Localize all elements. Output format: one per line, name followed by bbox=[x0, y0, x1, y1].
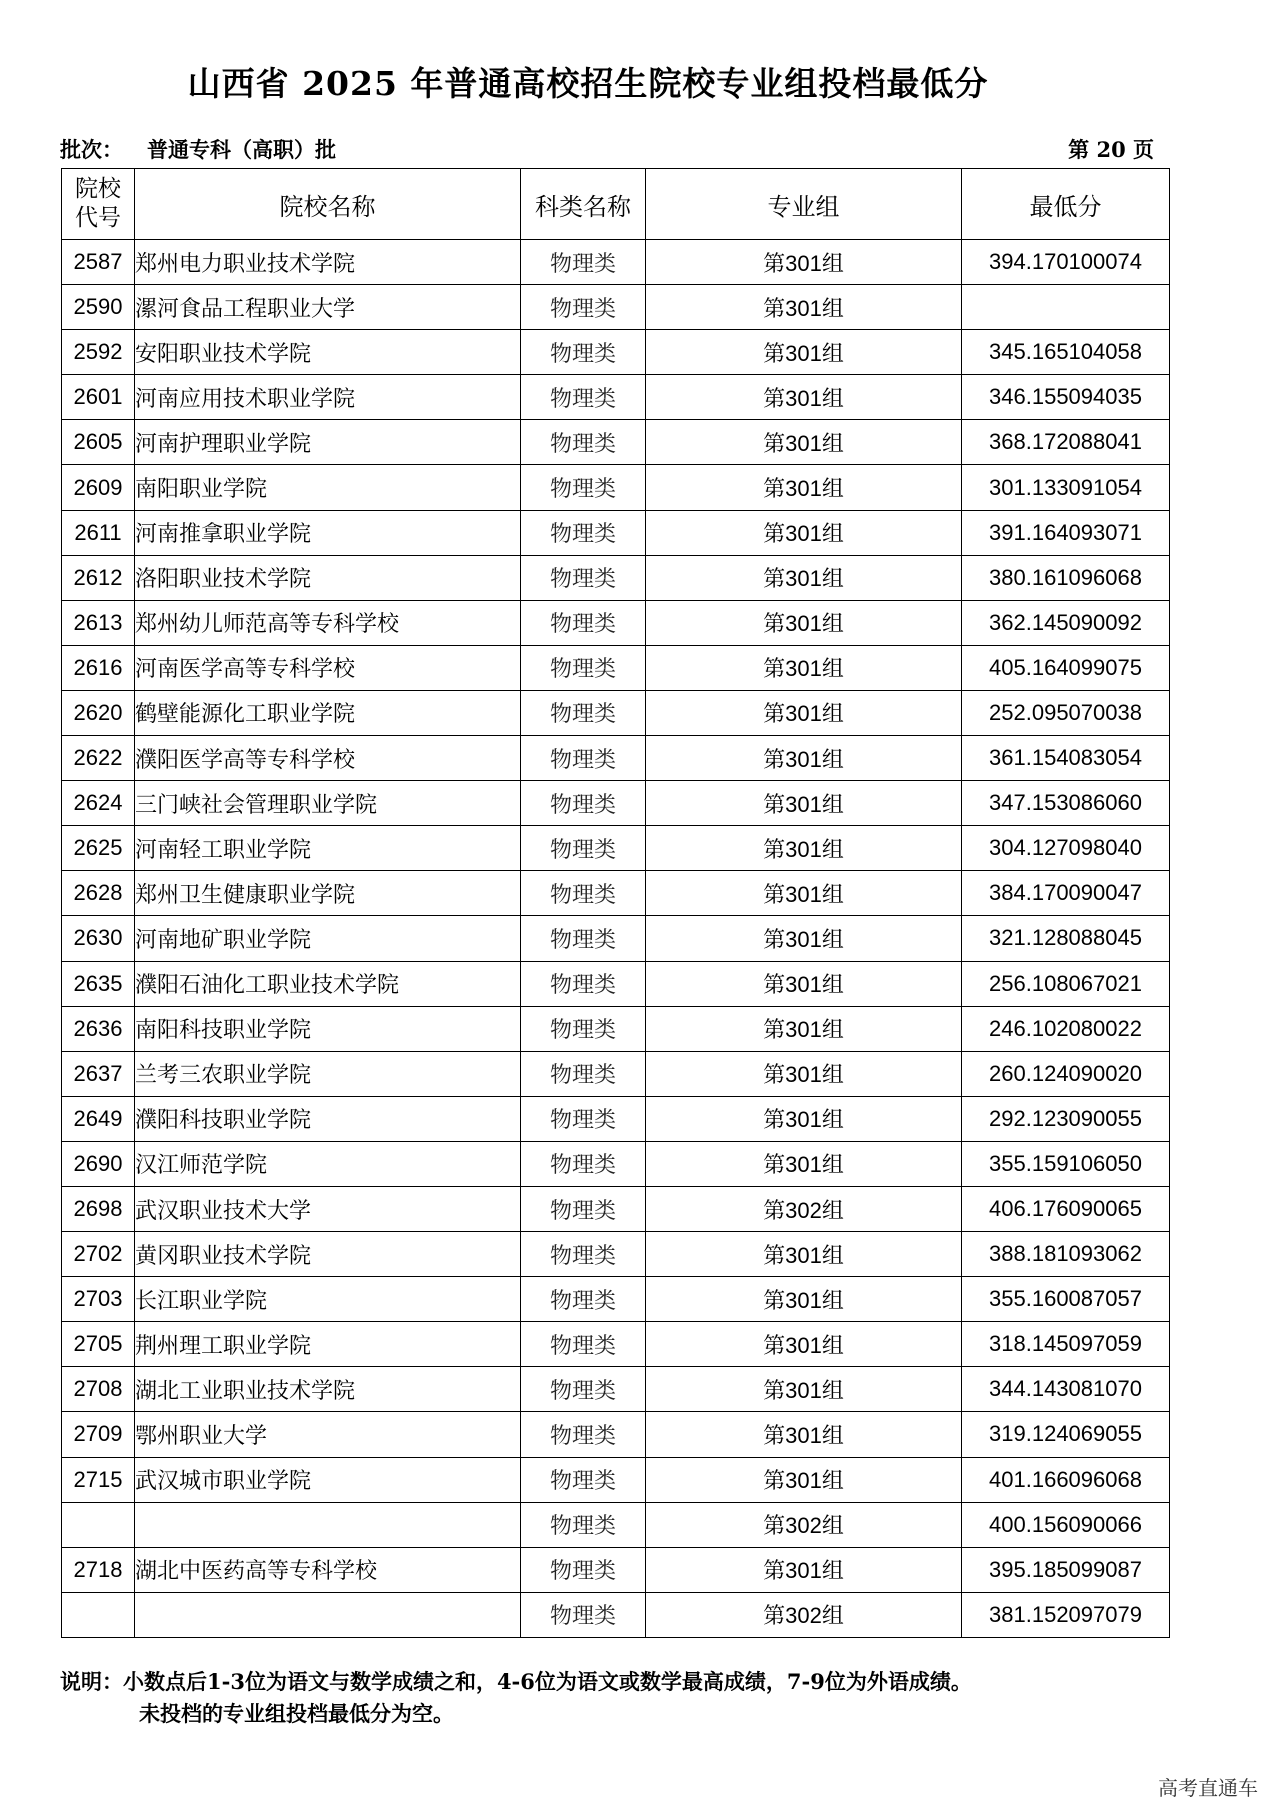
cell-school-name: 濮阳科技职业学院 bbox=[135, 1096, 521, 1141]
cell-school-name: 河南应用技术职业学院 bbox=[135, 375, 521, 420]
cell-school-name: 安阳职业技术学院 bbox=[135, 330, 521, 375]
cell-category: 物理类 bbox=[521, 781, 646, 826]
cell-min-score: 400.156090066 bbox=[962, 1502, 1170, 1547]
cell-code: 2703 bbox=[62, 1277, 135, 1322]
cell-group: 第301组 bbox=[646, 871, 962, 916]
cell-school-name: 南阳科技职业学院 bbox=[135, 1006, 521, 1051]
table-row bbox=[62, 330, 1170, 375]
cell-category: 物理类 bbox=[521, 1502, 646, 1547]
cell-group: 第301组 bbox=[646, 1141, 962, 1186]
table-row bbox=[62, 1322, 1170, 1367]
cell-min-score: 345.165104058 bbox=[962, 330, 1170, 375]
cell-group: 第302组 bbox=[646, 1502, 962, 1547]
cell-school-name: 湖北中医药高等专科学校 bbox=[135, 1547, 521, 1592]
header-code-line1: 院校 bbox=[75, 176, 121, 202]
cell-group: 第301组 bbox=[646, 1051, 962, 1096]
cell-min-score: 355.159106050 bbox=[962, 1141, 1170, 1186]
table-row bbox=[62, 1051, 1170, 1096]
batch-info bbox=[60, 134, 336, 164]
cell-code: 2630 bbox=[62, 916, 135, 961]
table-row bbox=[62, 916, 1170, 961]
table-row bbox=[62, 465, 1170, 510]
cell-min-score: 384.170090047 bbox=[962, 871, 1170, 916]
note-line-1: 说明：小数点后1-3位为语文与数学成绩之和，4-6位为语文或数学最高成绩，7-9位为外语成绩。 bbox=[60, 1669, 972, 1694]
cell-min-score: 318.145097059 bbox=[962, 1322, 1170, 1367]
cell-category: 物理类 bbox=[521, 1592, 646, 1637]
batch-header bbox=[60, 134, 1160, 168]
cell-code: 2613 bbox=[62, 600, 135, 645]
cell-group: 第302组 bbox=[646, 1186, 962, 1231]
cell-group: 第301组 bbox=[646, 781, 962, 826]
cell-code: 2622 bbox=[62, 736, 135, 781]
cell-school-name: 河南推拿职业学院 bbox=[135, 510, 521, 555]
header-code-line2: 代号 bbox=[75, 205, 121, 231]
cell-category: 物理类 bbox=[521, 736, 646, 781]
cell-min-score: 252.095070038 bbox=[962, 690, 1170, 735]
table-row bbox=[62, 781, 1170, 826]
cell-min-score: 347.153086060 bbox=[962, 781, 1170, 826]
cell-group: 第301组 bbox=[646, 1547, 962, 1592]
cell-group: 第301组 bbox=[646, 916, 962, 961]
cell-school-name: 漯河食品工程职业大学 bbox=[135, 285, 521, 330]
cell-school-name: 荆州理工职业学院 bbox=[135, 1322, 521, 1367]
cell-school-name: 郑州卫生健康职业学院 bbox=[135, 871, 521, 916]
cell-school-name: 郑州幼儿师范高等专科学校 bbox=[135, 600, 521, 645]
cell-group: 第301组 bbox=[646, 420, 962, 465]
cell-category: 物理类 bbox=[521, 1547, 646, 1592]
cell-min-score: 304.127098040 bbox=[962, 826, 1170, 871]
cell-category: 物理类 bbox=[521, 645, 646, 690]
cell-category: 物理类 bbox=[521, 285, 646, 330]
cell-group: 第301组 bbox=[646, 555, 962, 600]
cell-category: 物理类 bbox=[521, 690, 646, 735]
cell-code: 2705 bbox=[62, 1322, 135, 1367]
table-row bbox=[62, 240, 1170, 285]
table-row bbox=[62, 871, 1170, 916]
cell-min-score: 406.176090065 bbox=[962, 1186, 1170, 1231]
explanation-note bbox=[60, 1666, 972, 1730]
cell-school-name: 南阳职业学院 bbox=[135, 465, 521, 510]
cell-school-name: 长江职业学院 bbox=[135, 1277, 521, 1322]
header-group: 专业组 bbox=[646, 169, 962, 240]
cell-min-score: 301.133091054 bbox=[962, 465, 1170, 510]
cell-category: 物理类 bbox=[521, 330, 646, 375]
cell-min-score: 319.124069055 bbox=[962, 1412, 1170, 1457]
cell-category: 物理类 bbox=[521, 1457, 646, 1502]
note-line-2: 未投档的专业组投档最低分为空。 bbox=[139, 1701, 454, 1726]
cell-group: 第301组 bbox=[646, 1096, 962, 1141]
cell-min-score: 368.172088041 bbox=[962, 420, 1170, 465]
cell-min-score: 260.124090020 bbox=[962, 1051, 1170, 1096]
cell-code: 2612 bbox=[62, 555, 135, 600]
cell-school-name: 河南轻工职业学院 bbox=[135, 826, 521, 871]
cell-min-score: 388.181093062 bbox=[962, 1232, 1170, 1277]
header-score: 最低分 bbox=[962, 169, 1170, 240]
cell-category: 物理类 bbox=[521, 961, 646, 1006]
cell-min-score: 355.160087057 bbox=[962, 1277, 1170, 1322]
cell-category: 物理类 bbox=[521, 1186, 646, 1231]
cell-code: 2635 bbox=[62, 961, 135, 1006]
cell-school-name: 洛阳职业技术学院 bbox=[135, 555, 521, 600]
cell-min-score: 405.164099075 bbox=[962, 645, 1170, 690]
table-row bbox=[62, 826, 1170, 871]
cell-code: 2616 bbox=[62, 645, 135, 690]
page-number: 第 20 页 bbox=[1068, 137, 1154, 162]
cell-category: 物理类 bbox=[521, 1141, 646, 1186]
cell-category: 物理类 bbox=[521, 465, 646, 510]
table-body bbox=[62, 240, 1170, 1638]
cell-min-score: 256.108067021 bbox=[962, 961, 1170, 1006]
cell-category: 物理类 bbox=[521, 1096, 646, 1141]
cell-category: 物理类 bbox=[521, 240, 646, 285]
cell-min-score: 321.128088045 bbox=[962, 916, 1170, 961]
table-row bbox=[62, 420, 1170, 465]
cell-school-name: 湖北工业职业技术学院 bbox=[135, 1367, 521, 1412]
cell-group: 第301组 bbox=[646, 285, 962, 330]
header-category: 科类名称 bbox=[521, 169, 646, 240]
cell-code: 2702 bbox=[62, 1232, 135, 1277]
table-row bbox=[62, 1502, 1170, 1547]
table-row bbox=[62, 736, 1170, 781]
table-row bbox=[62, 1141, 1170, 1186]
cell-group: 第301组 bbox=[646, 1457, 962, 1502]
table-row bbox=[62, 1547, 1170, 1592]
cell-min-score: 346.155094035 bbox=[962, 375, 1170, 420]
cell-school-name: 武汉职业技术大学 bbox=[135, 1186, 521, 1231]
cell-code: 2649 bbox=[62, 1096, 135, 1141]
header-code bbox=[62, 169, 135, 240]
table-row bbox=[62, 961, 1170, 1006]
cell-category: 物理类 bbox=[521, 1232, 646, 1277]
cell-min-score: 381.152097079 bbox=[962, 1592, 1170, 1637]
cell-group: 第301组 bbox=[646, 1277, 962, 1322]
table-header-row bbox=[62, 169, 1170, 240]
cell-code: 2605 bbox=[62, 420, 135, 465]
cell-group: 第301组 bbox=[646, 375, 962, 420]
cell-category: 物理类 bbox=[521, 1277, 646, 1322]
cell-group: 第301组 bbox=[646, 330, 962, 375]
cell-category: 物理类 bbox=[521, 1322, 646, 1367]
cell-min-score: 292.123090055 bbox=[962, 1096, 1170, 1141]
cell-group: 第301组 bbox=[646, 1412, 962, 1457]
cell-code: 2624 bbox=[62, 781, 135, 826]
cell-group: 第301组 bbox=[646, 1006, 962, 1051]
cell-code: 2609 bbox=[62, 465, 135, 510]
cell-min-score: 391.164093071 bbox=[962, 510, 1170, 555]
cell-school-name: 兰考三农职业学院 bbox=[135, 1051, 521, 1096]
cell-category: 物理类 bbox=[521, 1412, 646, 1457]
cell-category: 物理类 bbox=[521, 916, 646, 961]
cell-code: 2698 bbox=[62, 1186, 135, 1231]
page-title: 山西省 2025 年普通高校招生院校专业组投档最低分 bbox=[187, 64, 989, 103]
table-row bbox=[62, 555, 1170, 600]
cell-code: 2611 bbox=[62, 510, 135, 555]
cell-min-score: 380.161096068 bbox=[962, 555, 1170, 600]
table-row bbox=[62, 1186, 1170, 1231]
cell-category: 物理类 bbox=[521, 510, 646, 555]
cell-school-name: 濮阳医学高等专科学校 bbox=[135, 736, 521, 781]
cell-min-score: 395.185099087 bbox=[962, 1547, 1170, 1592]
header-name: 院校名称 bbox=[135, 169, 521, 240]
table-row bbox=[62, 600, 1170, 645]
cell-code: 2636 bbox=[62, 1006, 135, 1051]
batch-label: 批次： bbox=[60, 137, 123, 162]
cell-code: 2592 bbox=[62, 330, 135, 375]
cell-code: 2718 bbox=[62, 1547, 135, 1592]
table-row bbox=[62, 1096, 1170, 1141]
cell-group: 第301组 bbox=[646, 736, 962, 781]
cell-school-name: 三门峡社会管理职业学院 bbox=[135, 781, 521, 826]
cell-group: 第301组 bbox=[646, 645, 962, 690]
cell-code: 2620 bbox=[62, 690, 135, 735]
watermark: 高考直通车 bbox=[1158, 1776, 1258, 1800]
cell-school-name: 汉江师范学院 bbox=[135, 1141, 521, 1186]
cell-code: 2709 bbox=[62, 1412, 135, 1457]
table-row bbox=[62, 1367, 1170, 1412]
table-row bbox=[62, 1457, 1170, 1502]
cell-school-name: 濮阳石油化工职业技术学院 bbox=[135, 961, 521, 1006]
cell-code: 2637 bbox=[62, 1051, 135, 1096]
cell-code: 2590 bbox=[62, 285, 135, 330]
cell-category: 物理类 bbox=[521, 1006, 646, 1051]
cell-min-score: 344.143081070 bbox=[962, 1367, 1170, 1412]
cell-category: 物理类 bbox=[521, 1367, 646, 1412]
cell-school-name: 黄冈职业技术学院 bbox=[135, 1232, 521, 1277]
cell-code bbox=[62, 1592, 135, 1637]
cell-code: 2628 bbox=[62, 871, 135, 916]
cell-group: 第301组 bbox=[646, 1367, 962, 1412]
cell-category: 物理类 bbox=[521, 375, 646, 420]
table-row bbox=[62, 1232, 1170, 1277]
cell-code bbox=[62, 1502, 135, 1547]
table-row bbox=[62, 1412, 1170, 1457]
cell-group: 第301组 bbox=[646, 1232, 962, 1277]
cell-code: 2587 bbox=[62, 240, 135, 285]
cell-min-score: 361.154083054 bbox=[962, 736, 1170, 781]
cell-group: 第301组 bbox=[646, 600, 962, 645]
score-table bbox=[61, 168, 1170, 1638]
cell-group: 第301组 bbox=[646, 1322, 962, 1367]
cell-code: 2715 bbox=[62, 1457, 135, 1502]
cell-min-score: 362.145090092 bbox=[962, 600, 1170, 645]
cell-code: 2708 bbox=[62, 1367, 135, 1412]
table-row bbox=[62, 1006, 1170, 1051]
cell-group: 第301组 bbox=[646, 826, 962, 871]
cell-school-name bbox=[135, 1502, 521, 1547]
cell-school-name bbox=[135, 1592, 521, 1637]
cell-group: 第301组 bbox=[646, 465, 962, 510]
cell-group: 第301组 bbox=[646, 510, 962, 555]
batch-value: 普通专科（高职）批 bbox=[147, 137, 336, 162]
cell-code: 2690 bbox=[62, 1141, 135, 1186]
table-row bbox=[62, 1277, 1170, 1322]
cell-school-name: 河南地矿职业学院 bbox=[135, 916, 521, 961]
cell-school-name: 武汉城市职业学院 bbox=[135, 1457, 521, 1502]
cell-school-name: 鹤壁能源化工职业学院 bbox=[135, 690, 521, 735]
cell-category: 物理类 bbox=[521, 826, 646, 871]
cell-group: 第301组 bbox=[646, 961, 962, 1006]
cell-group: 第301组 bbox=[646, 240, 962, 285]
cell-school-name: 鄂州职业大学 bbox=[135, 1412, 521, 1457]
cell-school-name: 河南护理职业学院 bbox=[135, 420, 521, 465]
cell-group: 第302组 bbox=[646, 1592, 962, 1637]
cell-category: 物理类 bbox=[521, 600, 646, 645]
table-row bbox=[62, 645, 1170, 690]
cell-code: 2601 bbox=[62, 375, 135, 420]
cell-min-score bbox=[962, 285, 1170, 330]
table-row bbox=[62, 285, 1170, 330]
table-row bbox=[62, 510, 1170, 555]
cell-code: 2625 bbox=[62, 826, 135, 871]
table-row bbox=[62, 375, 1170, 420]
cell-category: 物理类 bbox=[521, 871, 646, 916]
cell-category: 物理类 bbox=[521, 420, 646, 465]
cell-category: 物理类 bbox=[521, 555, 646, 600]
cell-category: 物理类 bbox=[521, 1051, 646, 1096]
cell-school-name: 郑州电力职业技术学院 bbox=[135, 240, 521, 285]
cell-min-score: 401.166096068 bbox=[962, 1457, 1170, 1502]
cell-min-score: 394.170100074 bbox=[962, 240, 1170, 285]
table-row bbox=[62, 1592, 1170, 1637]
cell-min-score: 246.102080022 bbox=[962, 1006, 1170, 1051]
cell-group: 第301组 bbox=[646, 690, 962, 735]
table-row bbox=[62, 690, 1170, 735]
cell-school-name: 河南医学高等专科学校 bbox=[135, 645, 521, 690]
